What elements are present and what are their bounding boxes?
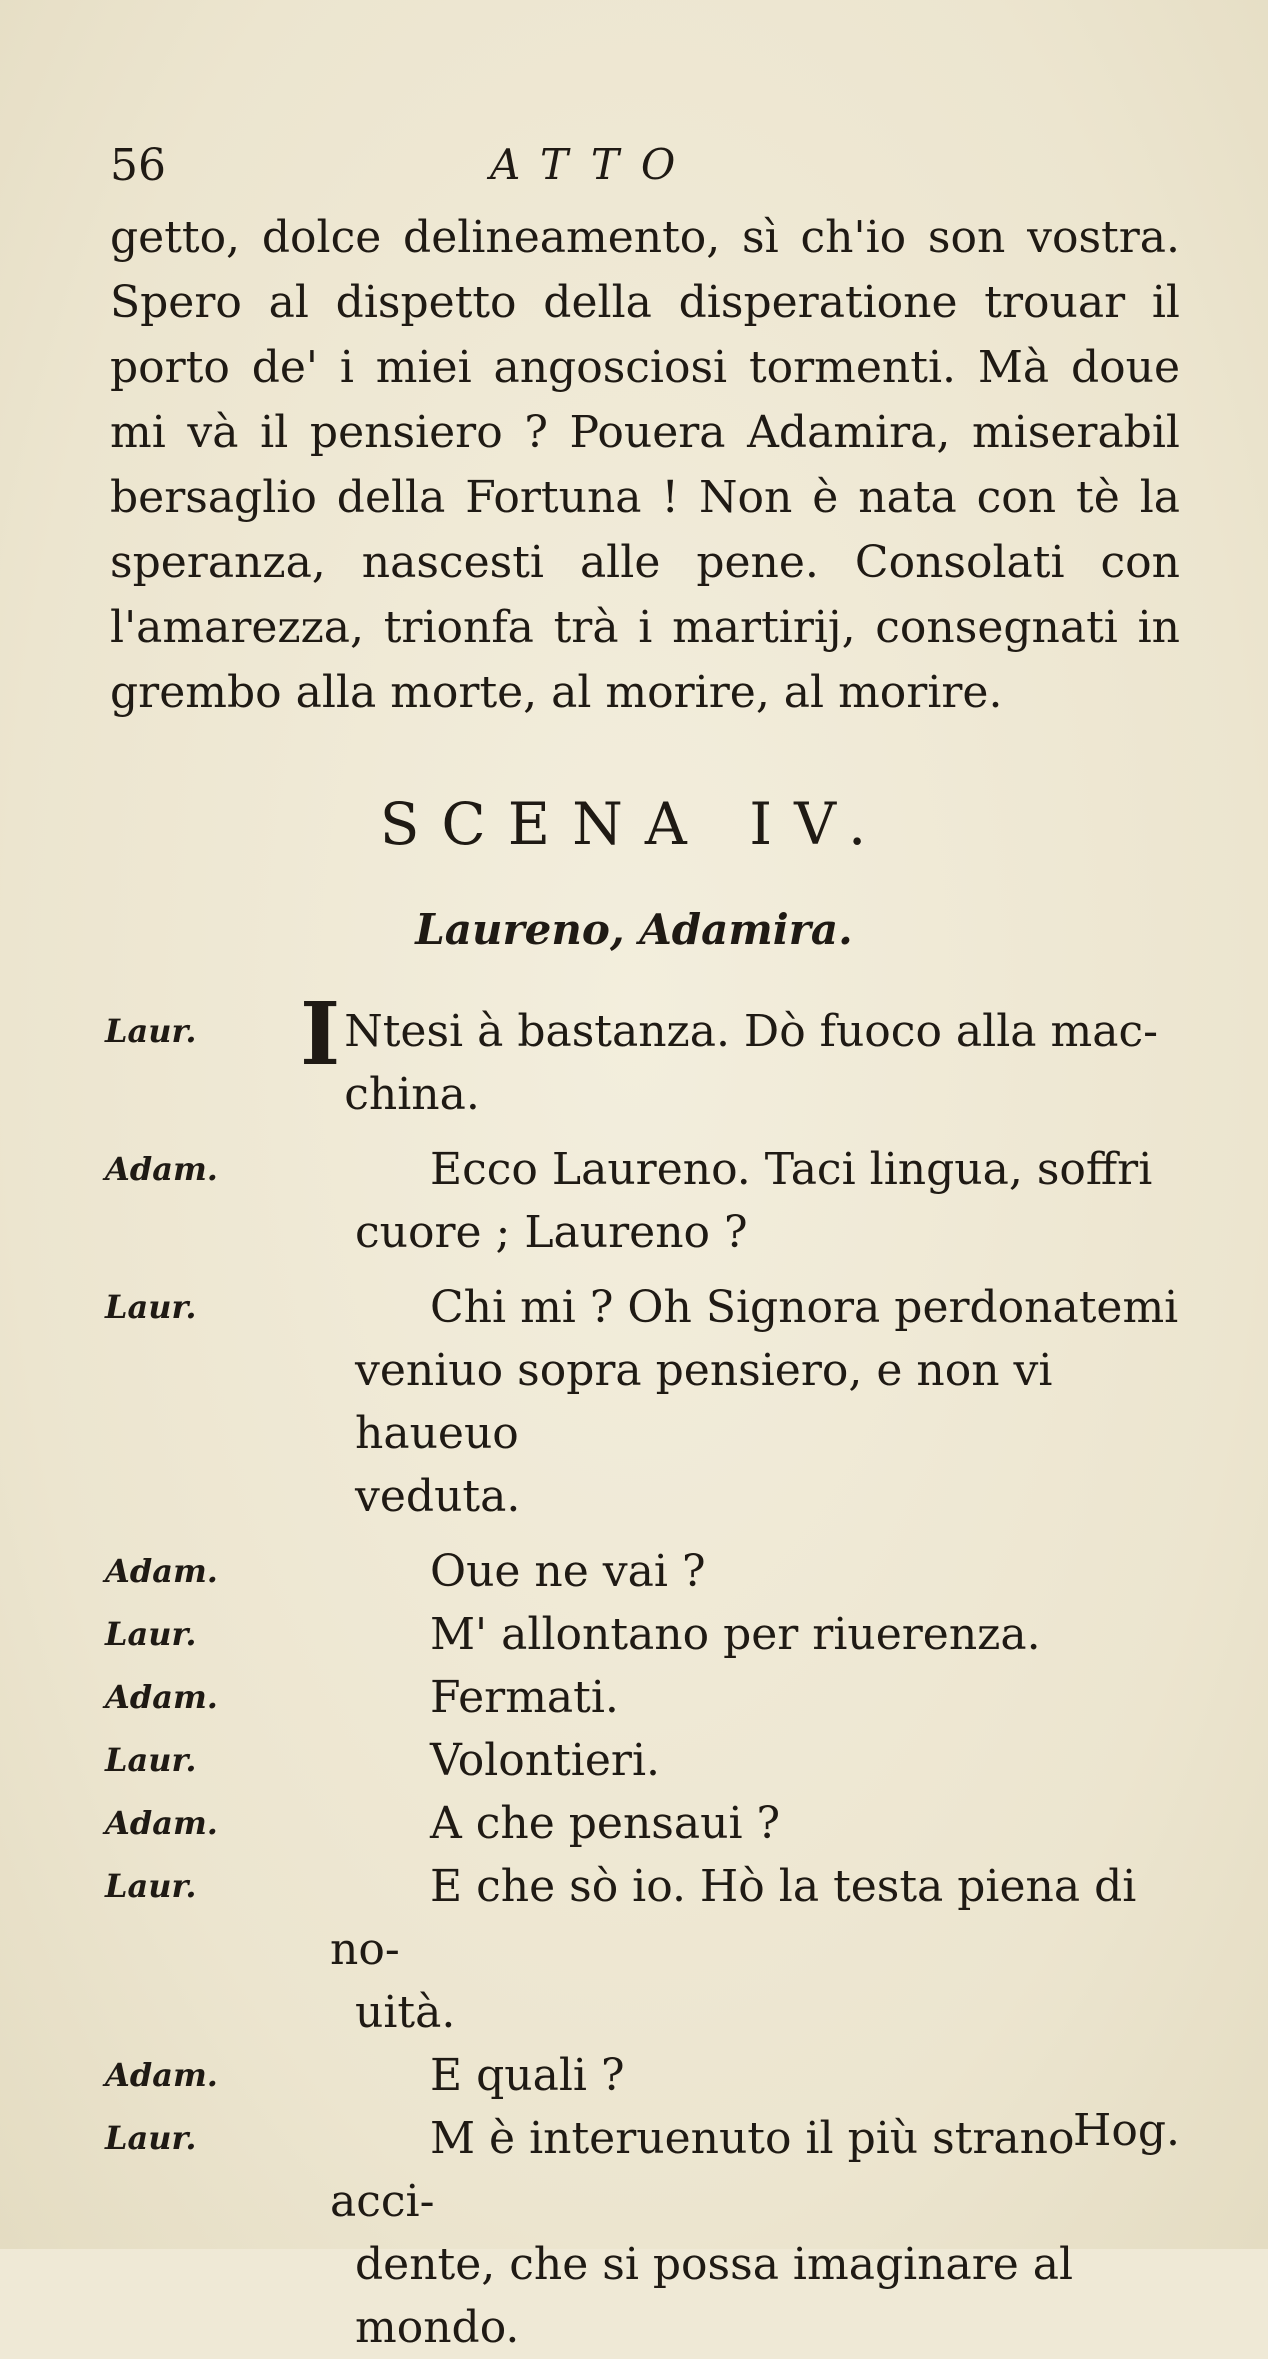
dialogue-row (105, 984, 1185, 1126)
speech-line: A che pensaui ? (430, 1798, 781, 1849)
catchword: Hog. (1072, 2105, 1180, 2156)
speaker-label: Laur. (105, 1615, 197, 1653)
page-header (110, 140, 1170, 200)
speech-text (330, 1540, 1185, 1603)
speech-line: Volontieri. (430, 1735, 661, 1786)
speech-line: veniuo sopra pensiero, e non vi haueuo (355, 1345, 1053, 1459)
speech-line: china. (344, 1069, 480, 1120)
dialogue-row (105, 1792, 1185, 1855)
speaker-label: Laur. (105, 1867, 197, 1905)
speech-text (330, 1792, 1185, 1855)
speech-line: Oue ne vai ? (430, 1546, 706, 1597)
paragraph-line: mi và il pensiero ? Pouera Adamira, miserabil (110, 407, 1180, 458)
speech-line: Ntesi à bastanza. Dò fuoco alla mac- (344, 1006, 1158, 1057)
page-number: 56 (110, 140, 166, 191)
running-head: ATTO (490, 140, 698, 189)
speaker-label: Adam. (105, 1552, 218, 1590)
speech-text (330, 1855, 1185, 2044)
speech-line: E quali ? (430, 2050, 625, 2101)
speech-line: uità. (355, 1987, 456, 2038)
dialogue-row (105, 1666, 1185, 1729)
speech-line: E che sò io. Hò la testa piena di no- (330, 1861, 1137, 1975)
dialogue-row (105, 1603, 1185, 1666)
paragraph-line: bersaglio della Fortuna ! Non è nata con tè la (110, 472, 1180, 523)
speech-text (330, 1276, 1185, 1528)
monologue-paragraph (110, 205, 1180, 725)
paragraph-line: porto de' i miei angosciosi tormenti. Mà doue (110, 342, 1180, 393)
paragraph-line: getto, dolce delineamento, sì ch'io son vostra. (110, 212, 1180, 263)
speech-line: Fermati. (430, 1672, 619, 1723)
speaker-label: Adam. (105, 1804, 218, 1842)
paragraph-line: l'amarezza, trionfa trà i martirij, consegnati in (110, 602, 1180, 653)
speech-line: M' allontano per riuerenza. (430, 1609, 1041, 1660)
dialogue-row (105, 1540, 1185, 1603)
speech-text (330, 1138, 1185, 1264)
drop-cap: I (300, 984, 341, 1085)
speaker-label: Laur. (105, 1741, 197, 1779)
speech-text (330, 1729, 1185, 1792)
speech-line: Chi mi ? Oh Signora perdonatemi (430, 1282, 1179, 1333)
dialogue-row (105, 1729, 1185, 1792)
speaker-label: Adam. (105, 2056, 218, 2094)
speech-line: M è interuenuto il più strano acci- (330, 2113, 1075, 2227)
paragraph-line: grembo alla morte, al morire, al morire. (110, 667, 1003, 718)
dialogue-row (105, 2107, 1185, 2359)
scene-characters: Laureno, Adamira. (415, 905, 853, 954)
speech-line: veduta. (355, 1471, 521, 1522)
paragraph-line: speranza, nascesti alle pene. Consolati con (110, 537, 1180, 588)
dialogue-row (105, 1138, 1185, 1264)
scene-title: SCENA IV. (379, 790, 889, 858)
speech-line: Ecco Laureno. Taci lingua, soffri (430, 1144, 1153, 1195)
speech-text (330, 1603, 1185, 1666)
speech-text (300, 984, 1185, 1126)
dialogue-row (105, 1855, 1185, 2044)
speaker-label: Adam. (105, 1150, 218, 1188)
speech-text (330, 2044, 1185, 2107)
speech-line: dente, che si possa imaginare al mondo. (355, 2239, 1074, 2353)
speaker-label: Laur. (105, 1012, 197, 1050)
speech-text (330, 2107, 1185, 2359)
speaker-label: Laur. (105, 2119, 197, 2157)
speech-text (330, 1666, 1185, 1729)
dialogue-row (105, 1276, 1185, 1528)
dialogue-row (105, 2044, 1185, 2107)
paragraph-line: Spero al dispetto della disperatione trouar il (110, 277, 1180, 328)
dialogue (105, 984, 1185, 2359)
speaker-label: Laur. (105, 1288, 197, 1326)
speaker-label: Adam. (105, 1678, 218, 1716)
speech-line: cuore ; Laureno ? (355, 1207, 748, 1258)
